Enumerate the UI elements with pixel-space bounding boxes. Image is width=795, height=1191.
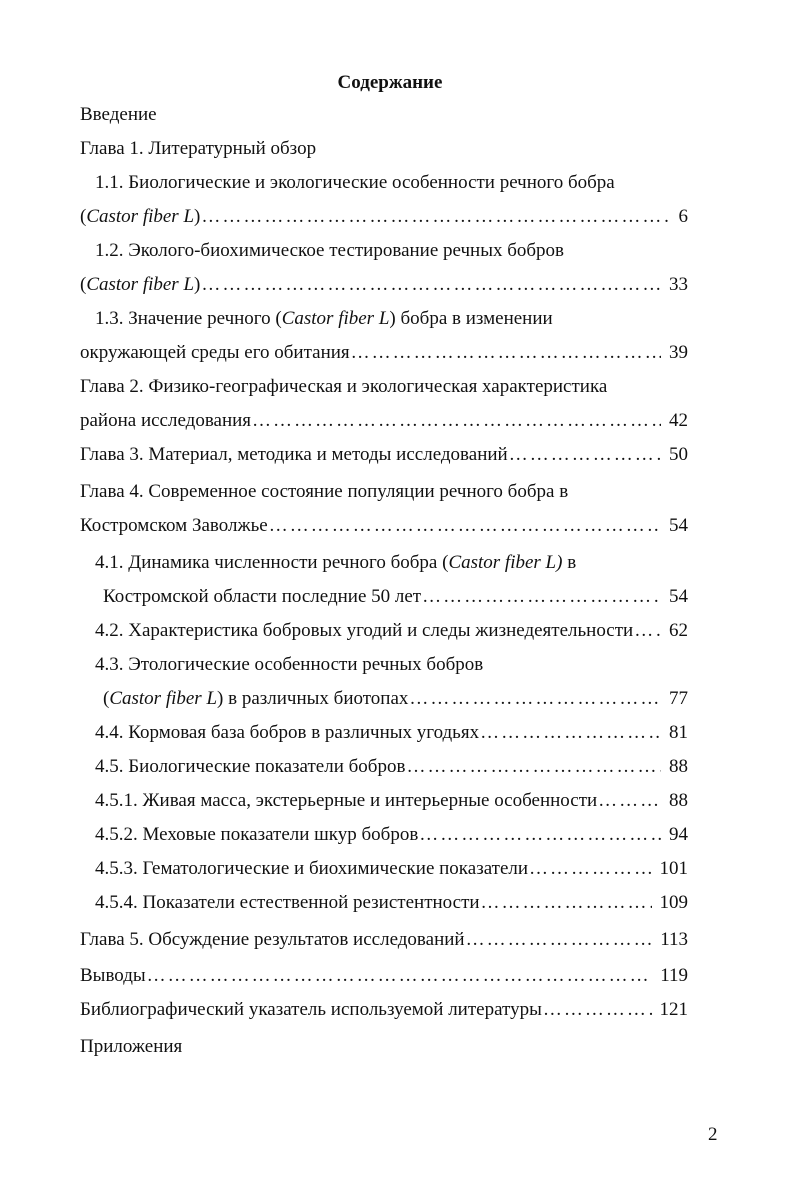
toc-entry-4-2	[95, 614, 688, 648]
toc-entry-text: 4.5. Биологические показатели бобров	[95, 756, 406, 777]
toc-entry-text: 4.5.1. Живая масса, экстерьерные и интерьерные особенности	[95, 790, 598, 811]
toc-page-number: 101	[659, 858, 688, 879]
toc-page-number: 54	[669, 586, 688, 607]
dot-leader	[147, 959, 653, 993]
toc-entry-text: Глава 3. Материал, методика и методы исследований	[80, 444, 508, 465]
toc-entry-text: Глава 1. Литературный обзор	[80, 138, 317, 159]
toc-entry-chapter-5	[80, 923, 688, 957]
toc-entry-text: 4.5.2. Меховые показатели шкур бобров	[95, 824, 419, 845]
latin-name: Castor fiber L	[86, 274, 195, 295]
dot-leader	[634, 614, 661, 648]
dot-leader	[269, 509, 661, 543]
toc-page-number: 77	[669, 688, 688, 709]
dot-leader	[466, 923, 653, 957]
toc-page-number: 119	[660, 965, 688, 986]
toc-entry-1-1-cont	[80, 200, 688, 234]
dot-leader	[406, 750, 661, 784]
toc-entry-text: Глава 4. Современное состояние популяции речного бобра в	[80, 481, 569, 502]
toc-entry-text: 4.5.4. Показатели естественной резистентности	[95, 892, 480, 913]
page-number: 2	[708, 1124, 718, 1145]
toc-page-number: 50	[669, 444, 688, 465]
toc-entry-text: (Castor fiber L) в различных биотопах	[103, 688, 409, 709]
dot-leader	[201, 200, 670, 234]
toc-page-number: 81	[669, 722, 688, 743]
toc-entry-text: 4.3. Этологические особенности речных бобров	[95, 654, 484, 675]
toc-entry-appendices	[80, 1030, 688, 1064]
toc-page-number: 121	[659, 999, 688, 1020]
toc-entry-text: Костромском Заволжье	[80, 515, 268, 536]
toc-entry-4-3	[95, 648, 688, 682]
page-title: Содержание	[337, 72, 443, 93]
toc-entry-chapter-4	[80, 475, 688, 509]
toc-page-number: 88	[669, 756, 688, 777]
toc-entry-4-5-4	[95, 886, 688, 920]
dot-leader	[422, 580, 661, 614]
toc-entry-text: (Castor fiber L)	[80, 206, 201, 227]
toc-entry-text: окружающей среды его обитания	[80, 342, 350, 363]
toc-entry-4-1-cont	[103, 580, 688, 614]
toc-entry-1-3-cont	[80, 336, 688, 370]
toc-entry-chapter-2-cont	[80, 404, 688, 438]
dot-leader	[543, 993, 652, 1027]
toc-entry-text: Введение	[80, 104, 157, 125]
toc-entry-1-2	[95, 234, 688, 268]
toc-entry-chapter-4-cont	[80, 509, 688, 543]
toc-page-number: 88	[669, 790, 688, 811]
toc-page-number: 113	[660, 929, 688, 950]
toc-entry-text: 4.1. Динамика численности речного бобра (Castor fiber L) в	[95, 552, 577, 573]
toc-entry-text: Глава 2. Физико-географическая и экологическая характеристика	[80, 376, 608, 397]
toc-entry-text: Приложения	[80, 1036, 183, 1057]
dot-leader	[480, 716, 661, 750]
toc-entry-4-3-cont	[103, 682, 688, 716]
dot-leader	[351, 336, 661, 370]
toc-entry-4-1	[95, 546, 688, 580]
toc-entry-text: (Castor fiber L)	[80, 274, 201, 295]
dot-leader	[201, 268, 661, 302]
toc-entry-text: Библиографический указатель используемой литературы	[80, 999, 542, 1020]
toc-entry-text: 1.1. Биологические и экологические особенности речного бобра	[95, 172, 615, 193]
toc-entry-text: района исследования	[80, 410, 252, 431]
toc-entry-chapter-2	[80, 370, 688, 404]
latin-name: Castor fiber L)	[448, 552, 563, 573]
toc-page-number: 6	[678, 206, 688, 227]
toc-entry-conclusions	[80, 959, 688, 993]
toc-entry-text: 1.2. Эколого-биохимическое тестирование речных бобров	[95, 240, 565, 261]
toc-page-number: 109	[659, 892, 688, 913]
toc-page-number: 94	[669, 824, 688, 845]
toc-page-number: 39	[669, 342, 688, 363]
dot-leader	[509, 438, 661, 472]
latin-name: Castor fiber L	[86, 206, 195, 227]
dot-leader	[529, 852, 651, 886]
toc-page-number: 54	[669, 515, 688, 536]
toc-page-number: 33	[669, 274, 688, 295]
dot-leader	[481, 886, 652, 920]
toc-entry-text: 4.5.3. Гематологические и биохимические показатели	[95, 858, 529, 879]
toc-entry-1-2-cont	[80, 268, 688, 302]
toc-entry-introduction	[80, 98, 688, 132]
toc-page-number: 42	[669, 410, 688, 431]
toc-entry-text: 4.2. Характеристика бобровых угодий и следы жизнедеятельности	[95, 620, 634, 641]
latin-name: Castor fiber L	[109, 688, 218, 709]
toc-entry-text: Глава 5. Обсуждение результатов исследований	[80, 929, 465, 950]
toc-entry-text: Выводы	[80, 965, 146, 986]
latin-name: Castor fiber L	[281, 308, 390, 329]
toc-entry-4-5-2	[95, 818, 688, 852]
toc-entry-4-5-1	[95, 784, 688, 818]
toc-entry-4-4	[95, 716, 688, 750]
toc-entry-chapter-1	[80, 132, 688, 166]
toc-entry-text: 4.4. Кормовая база бобров в различных угодьях	[95, 722, 480, 743]
toc-entry-1-3	[95, 302, 688, 336]
dot-leader	[598, 784, 661, 818]
toc-entry-text: Костромской области последние 50 лет	[103, 586, 422, 607]
toc-page-number: 62	[669, 620, 688, 641]
dot-leader	[252, 404, 661, 438]
toc-entry-text: 1.3. Значение речного (Castor fiber L) бобра в изменении	[95, 308, 553, 329]
toc-entry-bibliography	[80, 993, 688, 1027]
toc-entry-4-5	[95, 750, 688, 784]
toc-entry-chapter-3	[80, 438, 688, 472]
dot-leader	[409, 682, 661, 716]
dot-leader	[419, 818, 661, 852]
toc-entry-1-1	[95, 166, 688, 200]
toc-entry-4-5-3	[95, 852, 688, 886]
